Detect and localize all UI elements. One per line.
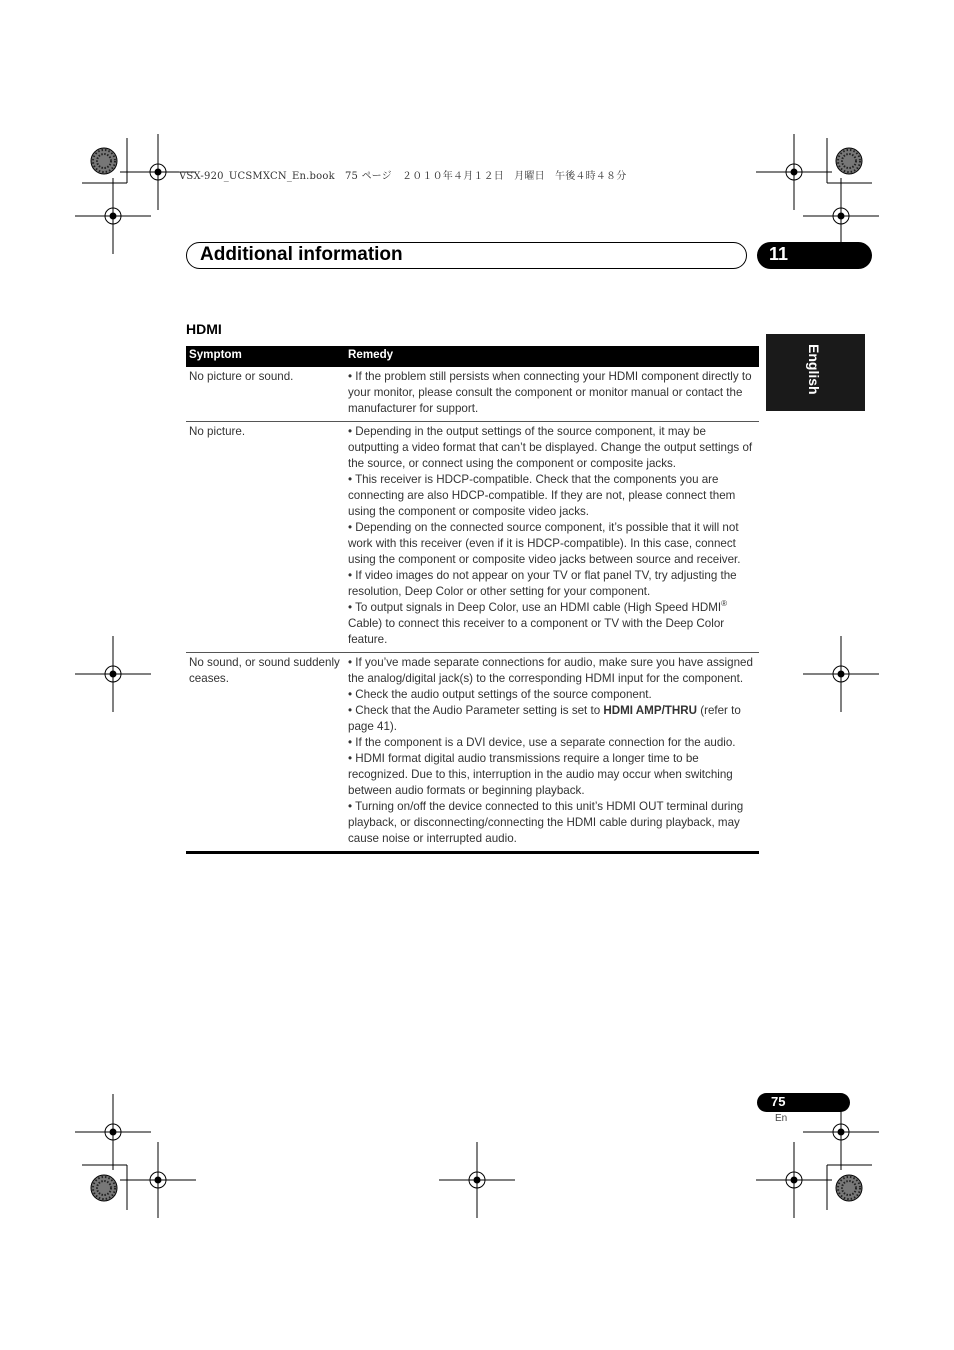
page-language-code: En: [775, 1113, 788, 1124]
page-number-badge: 75: [757, 1093, 850, 1112]
table-header: [186, 346, 759, 367]
column-header-symptom: Symptom: [189, 348, 242, 361]
language-tab-label: English: [806, 344, 822, 395]
chapter-header: [186, 242, 747, 269]
remedy-text: • To output signals in Deep Color, use an HDMI cable (High Speed HDMI: [348, 601, 722, 614]
language-tab: [766, 334, 865, 411]
crosshair-icon: [756, 1142, 832, 1218]
symptom-cell: No picture or sound.: [189, 370, 294, 383]
table-row: [186, 422, 759, 653]
crosshair-icon: [75, 178, 151, 254]
remedy-cell: [345, 655, 759, 847]
remedy-item: • Check the audio output settings of the source component.: [348, 688, 652, 701]
remedy-item: • Depending on the connected source component, it’s possible that it will not work with this receiver (even if it is HDCP-compatible). In this case, connect using the component or composite video jacks between source and receiver.: [348, 521, 741, 566]
crosshair-icon: [75, 1094, 151, 1170]
symptom-cell: No sound, or sound suddenly ceases.: [189, 656, 340, 685]
column-header-remedy: Remedy: [348, 348, 394, 361]
registered-mark: ®: [721, 599, 728, 609]
remedy-text: Cable) to connect this receiver to a component or TV with the Deep Color feature.: [348, 617, 725, 646]
remedy-item: • This receiver is HDCP-compatible. Check that the components you are connecting are also HDCP-compatible. If they are not, please connect them using the component or composite video jacks.: [348, 473, 736, 518]
crosshair-icon: [75, 636, 151, 712]
star-target-icon: [91, 1175, 117, 1201]
star-target-icon: [91, 148, 117, 174]
crosshair-icon: [756, 134, 832, 210]
remedy-text: (refer to page 41).: [348, 704, 741, 733]
print-file-info: VSX-920_UCSMXCN_En.book 75 ページ ２０１０年４月１２日 月曜日 午後４時４８分: [179, 171, 627, 182]
crosshair-icon: [803, 636, 879, 712]
chapter-number-badge: 11: [757, 242, 872, 269]
remedy-item: • If the problem still persists when connecting your HDMI component directly to your monitor, please consult the component or monitor manual or contact the manufacturer for support.: [348, 370, 752, 415]
remedy-item: • If video images do not appear on your TV or flat panel TV, try adjusting the resolution, Deep Color or other setting for your component.: [348, 569, 737, 598]
star-target-icon: [836, 1175, 862, 1201]
section-title: HDMI: [186, 321, 222, 337]
remedy-cell: [345, 369, 759, 417]
remedy-item: • If the component is a DVI device, use a separate connection for the audio.: [348, 736, 736, 749]
remedy-item: • Depending in the output settings of the source component, it may be outputting a video format that can’t be displayed. Change the output settings of the source, or connect using the component or composite jacks.: [348, 425, 753, 470]
remedy-item: • If you’ve made separate connections for audio, make sure you have assigned the analog/digital jack(s) to the corresponding HDMI input for the component.: [348, 656, 753, 685]
symptom-cell: No picture.: [189, 425, 246, 438]
remedy-cell: [345, 424, 759, 648]
crosshair-icon: [439, 1142, 515, 1218]
remedy-text: • Check that the Audio Parameter setting is set to: [348, 704, 604, 717]
remedy-item: [348, 703, 753, 735]
chapter-title: Additional information: [200, 244, 403, 265]
star-target-icon: [836, 148, 862, 174]
crosshair-icon: [120, 1142, 196, 1218]
table-row: [186, 367, 759, 422]
troubleshooting-table: [186, 346, 759, 854]
remedy-item: [348, 600, 753, 648]
remedy-item: • HDMI format digital audio transmissions require a longer time to be recognized. Due to this, interruption in the audio may occur when switching between audio formats or beginning playback.: [348, 752, 733, 797]
remedy-item: • Turning on/off the device connected to this unit’s HDMI OUT terminal during playback, or disconnecting/connecting the HDMI cable during playback, may cause noise or interrupted audio.: [348, 800, 744, 845]
table-row: [186, 653, 759, 854]
setting-name: HDMI AMP/THRU: [603, 704, 697, 717]
